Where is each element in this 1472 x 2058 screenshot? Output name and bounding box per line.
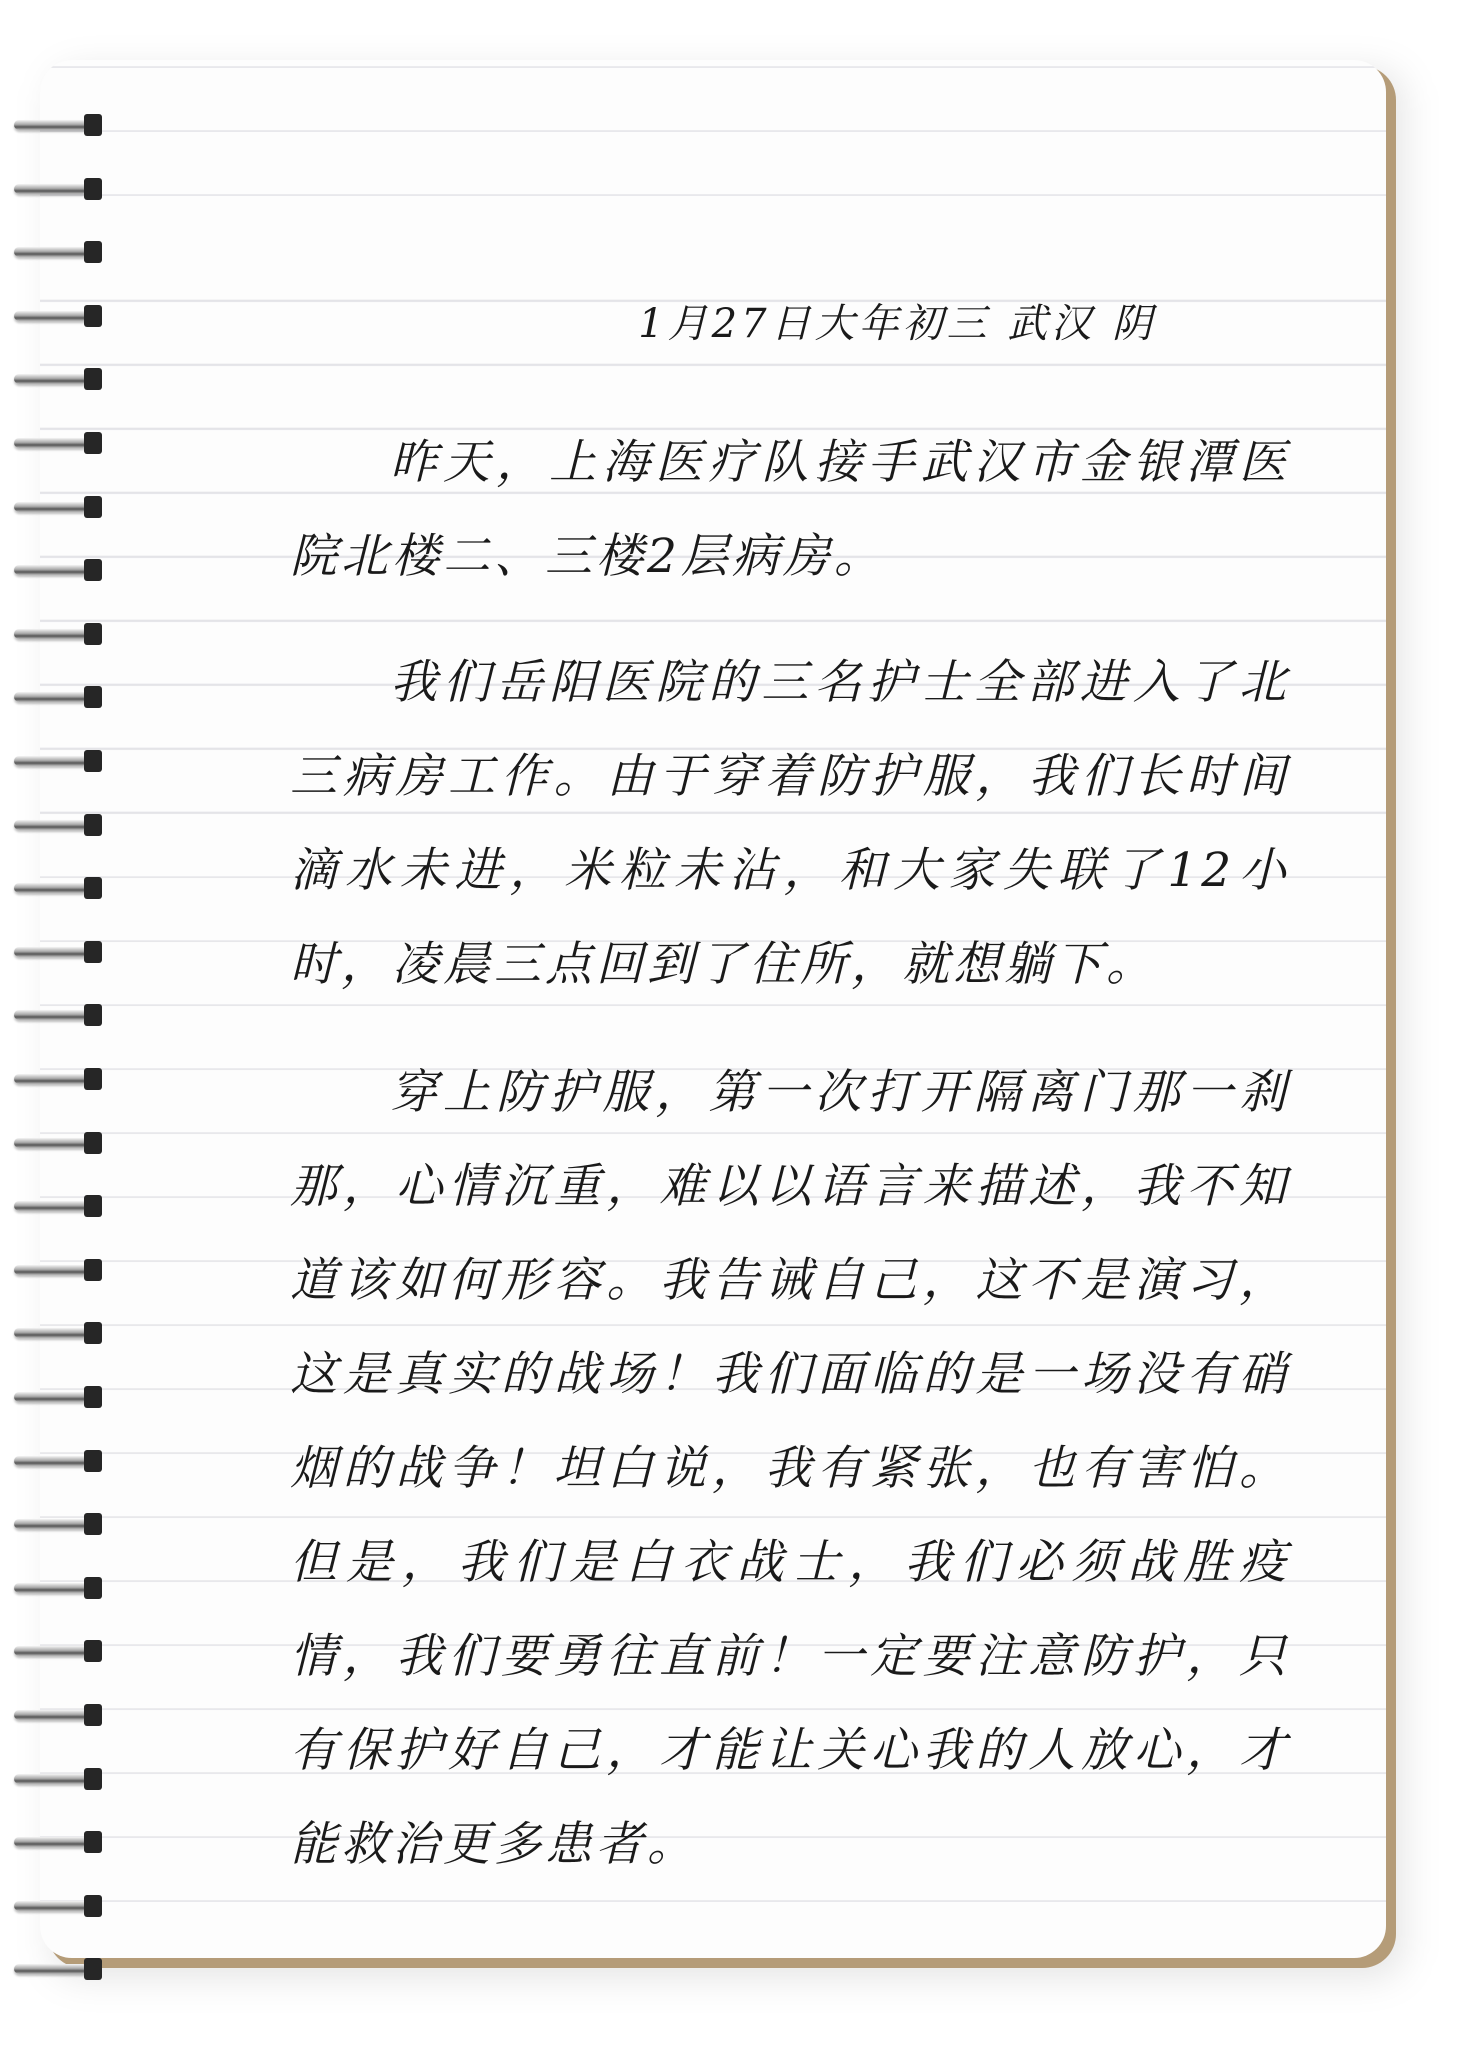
spiral-hole bbox=[84, 686, 102, 708]
spiral-wire bbox=[14, 1964, 88, 1974]
spiral-wire bbox=[14, 247, 88, 257]
spiral-ring bbox=[14, 1066, 104, 1092]
spiral-wire bbox=[14, 1583, 88, 1593]
spiral-ring bbox=[14, 1257, 104, 1283]
spiral-wire bbox=[14, 820, 88, 830]
spiral-wire bbox=[14, 1456, 88, 1466]
date-line: 1月27日大年初三 武汉 阴 bbox=[638, 301, 1156, 347]
spiral-hole bbox=[84, 559, 102, 581]
spiral-wire bbox=[14, 1646, 88, 1656]
spiral-hole bbox=[84, 1450, 102, 1472]
spiral-ring bbox=[14, 812, 104, 838]
spiral-hole bbox=[84, 241, 102, 263]
spiral-ring bbox=[14, 1511, 104, 1537]
spiral-wire bbox=[14, 120, 88, 130]
spiral-wire bbox=[14, 1710, 88, 1720]
spiral-ring bbox=[14, 239, 104, 265]
spiral-ring bbox=[14, 1130, 104, 1156]
spiral-ring bbox=[14, 1193, 104, 1219]
spiral-ring bbox=[14, 1002, 104, 1028]
spiral-hole bbox=[84, 623, 102, 645]
spiral-hole bbox=[84, 1577, 102, 1599]
spiral-hole bbox=[84, 1322, 102, 1344]
spiral-hole bbox=[84, 432, 102, 454]
spiral-wire bbox=[14, 1265, 88, 1275]
paragraph-2: 我们岳阳医院的三名护士全部进入了北三病房工作。由于穿着防护服，我们长时间滴水未进，米粒未沾，和大家失联了12小时，凌晨三点回到了住所，就想躺下。 bbox=[290, 655, 1290, 992]
spiral-hole bbox=[84, 941, 102, 963]
spiral-wire bbox=[14, 1837, 88, 1847]
spiral-wire bbox=[14, 374, 88, 384]
spiral-ring bbox=[14, 557, 104, 583]
spiral-ring bbox=[14, 1956, 104, 1982]
spiral-ring bbox=[14, 1638, 104, 1664]
spiral-ring bbox=[14, 621, 104, 647]
spiral-hole bbox=[84, 1132, 102, 1154]
spiral-wire bbox=[14, 1074, 88, 1084]
spiral-hole bbox=[84, 178, 102, 200]
spiral-hole bbox=[84, 1831, 102, 1853]
notebook-page bbox=[40, 60, 1386, 1958]
spiral-hole bbox=[84, 1259, 102, 1281]
spiral-ring bbox=[14, 366, 104, 392]
spiral-hole bbox=[84, 1704, 102, 1726]
spiral-wire bbox=[14, 692, 88, 702]
spiral-wire bbox=[14, 756, 88, 766]
spiral-wire bbox=[14, 629, 88, 639]
spiral-hole bbox=[84, 1768, 102, 1790]
spiral-ring bbox=[14, 939, 104, 965]
spiral-hole bbox=[84, 114, 102, 136]
spiral-wire bbox=[14, 1519, 88, 1529]
spiral-ring bbox=[14, 1384, 104, 1410]
spiral-wire bbox=[14, 1774, 88, 1784]
spiral-hole bbox=[84, 1895, 102, 1917]
spiral-wire bbox=[14, 1138, 88, 1148]
spiral-ring bbox=[14, 1320, 104, 1346]
spiral-ring bbox=[14, 1448, 104, 1474]
spiral-hole bbox=[84, 368, 102, 390]
paragraph-3: 穿上防护服，第一次打开隔离门那一刹那，心情沉重，难以以语言来描述，我不知道该如何形容。我告诫自己，这不是演习，这是真实的战场！我们面临的是一场没有硝烟的战争！坦白说，我有紧张，也有害怕。但是，我们是白衣战士，我们必须战胜疫情，我们要勇往直前！一定要注意防护，只有保护好自己，才能让关心我的人放心，才能救治更多患者。 bbox=[290, 1065, 1290, 1872]
spiral-hole bbox=[84, 1195, 102, 1217]
spiral-ring bbox=[14, 494, 104, 520]
spiral-hole bbox=[84, 1386, 102, 1408]
spiral-hole bbox=[84, 814, 102, 836]
spiral-ring bbox=[14, 430, 104, 456]
spiral-ring bbox=[14, 684, 104, 710]
spiral-wire bbox=[14, 311, 88, 321]
spiral-wire bbox=[14, 947, 88, 957]
spiral-wire bbox=[14, 438, 88, 448]
paragraph-1: 昨天，上海医疗队接手武汉市金银潭医院北楼二、三楼2层病房。 bbox=[290, 435, 1290, 584]
spiral-ring bbox=[14, 875, 104, 901]
spiral-wire bbox=[14, 883, 88, 893]
spiral-wire bbox=[14, 1901, 88, 1911]
spiral-ring bbox=[14, 1766, 104, 1792]
spiral-hole bbox=[84, 750, 102, 772]
spiral-ring bbox=[14, 1575, 104, 1601]
spiral-hole bbox=[84, 877, 102, 899]
spiral-hole bbox=[84, 1068, 102, 1090]
spiral-ring bbox=[14, 176, 104, 202]
spiral-wire bbox=[14, 1392, 88, 1402]
spiral-hole bbox=[84, 1004, 102, 1026]
spiral-ring bbox=[14, 1702, 104, 1728]
spiral-wire bbox=[14, 184, 88, 194]
spiral-ring bbox=[14, 112, 104, 138]
spiral-ring bbox=[14, 303, 104, 329]
spiral-hole bbox=[84, 305, 102, 327]
spiral-wire bbox=[14, 1201, 88, 1211]
spiral-ring bbox=[14, 1829, 104, 1855]
spiral-hole bbox=[84, 1640, 102, 1662]
spiral-wire bbox=[14, 502, 88, 512]
spiral-hole bbox=[84, 1513, 102, 1535]
spiral-ring bbox=[14, 748, 104, 774]
spiral-binding bbox=[0, 0, 110, 2058]
spiral-hole bbox=[84, 496, 102, 518]
spiral-wire bbox=[14, 1328, 88, 1338]
spiral-wire bbox=[14, 565, 88, 575]
spiral-hole bbox=[84, 1958, 102, 1980]
spiral-ring bbox=[14, 1893, 104, 1919]
spiral-wire bbox=[14, 1010, 88, 1020]
